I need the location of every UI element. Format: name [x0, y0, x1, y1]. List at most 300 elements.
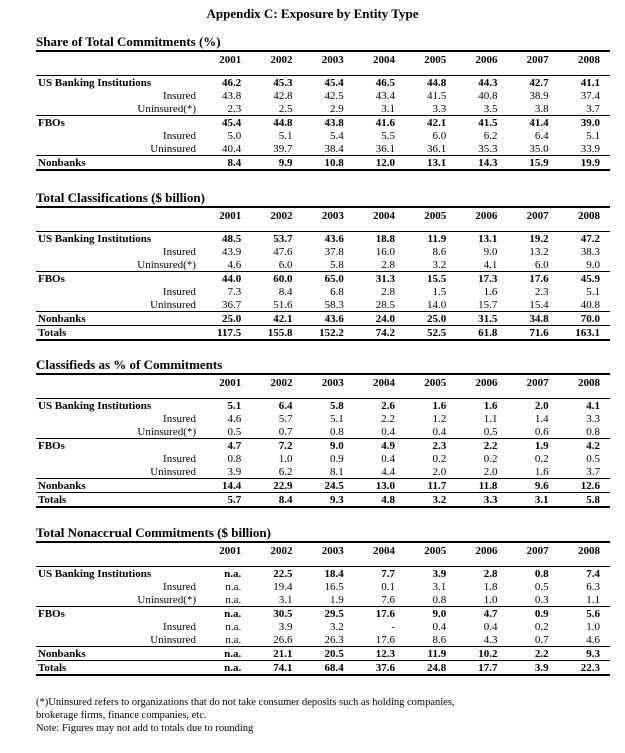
- cell-value: 44.8: [251, 116, 302, 130]
- table-row: [36, 633, 610, 647]
- spacer-cell: [456, 557, 507, 567]
- section-title: Total Classifications ($ billion): [36, 190, 205, 205]
- cell-value: 4.7: [456, 607, 507, 621]
- cell-value: -: [391, 620, 395, 633]
- cell-value: 17.3: [456, 272, 507, 286]
- cell-value: 19.9: [559, 156, 610, 171]
- table-row: [36, 580, 610, 593]
- header-label-cell: [36, 207, 200, 222]
- cell-value: 5.8: [303, 399, 354, 413]
- year-header: 2001: [200, 207, 251, 222]
- spacer-cell: [303, 222, 354, 232]
- spacer-cell: [251, 66, 302, 76]
- cell-value: 0.2: [432, 452, 447, 465]
- table-row: [36, 142, 610, 156]
- year-header: 2005: [405, 542, 456, 557]
- row-label: Uninsured(*): [137, 593, 197, 606]
- cell-value: 44.0: [200, 272, 251, 286]
- row-label: Insured: [163, 89, 197, 102]
- cell-value: 8.1: [329, 465, 344, 478]
- cell-value: 3.2: [432, 258, 447, 271]
- cell-value: 1.6: [534, 465, 549, 478]
- cell-value: 4.7: [200, 439, 251, 453]
- spacer-cell: [405, 66, 456, 76]
- spacer-cell: [559, 389, 610, 399]
- year-header: 2008: [559, 51, 610, 66]
- row-label: Nonbanks: [36, 156, 200, 171]
- cell-value: 2.3: [534, 285, 549, 298]
- cell-value: 17.7: [456, 661, 507, 676]
- cell-value: 31.5: [456, 312, 507, 326]
- cell-value: 6.2: [483, 129, 498, 142]
- cell-value: 31.3: [354, 272, 405, 286]
- cell-value: 17.6: [375, 633, 395, 646]
- cell-value: 5.8: [330, 258, 344, 271]
- row-label: Uninsured(*): [137, 425, 197, 438]
- spacer-row: [36, 222, 610, 232]
- row-label: Uninsured: [150, 298, 196, 311]
- cell-value: 68.4: [303, 661, 354, 676]
- spacer-cell: [303, 557, 354, 567]
- cell-value: 3.7: [586, 102, 600, 115]
- cell-value: 3.1: [278, 593, 293, 606]
- table-row: [36, 439, 610, 453]
- cell-value: 7.4: [559, 567, 610, 581]
- row-label: Nonbanks: [36, 647, 200, 661]
- cell-value: 37.8: [324, 245, 344, 258]
- spacer-cell: [456, 222, 507, 232]
- data-table: [36, 541, 610, 676]
- cell-value: 47.2: [559, 232, 610, 246]
- cell-value: 52.5: [405, 326, 456, 341]
- cell-value: 0.4: [432, 425, 447, 438]
- cell-value: 2.3: [227, 102, 242, 115]
- cell-value: 0.4: [432, 620, 447, 633]
- cell-value: 45.3: [251, 76, 302, 90]
- cell-value: 74.1: [251, 661, 302, 676]
- cell-value: n.a.: [225, 620, 242, 633]
- cell-value: 10.8: [303, 156, 354, 171]
- year-header: 2006: [456, 542, 507, 557]
- table-row: [36, 156, 610, 171]
- section-title: Total Nonaccrual Commitments ($ billion): [36, 525, 271, 540]
- cell-value: 0.8: [586, 425, 600, 438]
- cell-value: 0.5: [483, 425, 498, 438]
- cell-value: 163.1: [559, 326, 610, 341]
- spacer-cell: [405, 557, 456, 567]
- cell-value: 12.3: [354, 647, 405, 661]
- cell-value: 3.9: [227, 465, 242, 478]
- cell-value: 3.3: [456, 493, 507, 508]
- cell-value: 43.6: [303, 312, 354, 326]
- cell-value: 42.1: [251, 312, 302, 326]
- cell-value: 0.2: [534, 620, 549, 633]
- table-row: [36, 102, 610, 116]
- cell-value: 43.9: [221, 245, 242, 258]
- cell-value: 5.4: [329, 129, 344, 142]
- cell-value: 38.4: [324, 142, 344, 155]
- cell-value: 11.7: [405, 479, 456, 493]
- cell-value: 12.6: [559, 479, 610, 493]
- cell-value: 4.6: [227, 412, 242, 425]
- cell-value: 12.0: [354, 156, 405, 171]
- cell-value: 4.1: [483, 258, 498, 271]
- table-row: [36, 399, 610, 413]
- cell-value: 0.4: [381, 452, 395, 465]
- year-header: 2002: [251, 374, 302, 389]
- year-header: 2006: [456, 207, 507, 222]
- spacer-cell: [507, 222, 558, 232]
- cell-value: n.a.: [200, 647, 251, 661]
- year-header: 2008: [559, 207, 610, 222]
- cell-value: 5.1: [586, 129, 600, 142]
- row-label: Insured: [163, 412, 197, 425]
- cell-value: 14.3: [456, 156, 507, 171]
- row-label: Insured: [163, 580, 197, 593]
- spacer-cell: [354, 389, 405, 399]
- cell-value: 3.2: [329, 620, 344, 633]
- table-row: [36, 647, 610, 661]
- cell-value: 45.4: [303, 76, 354, 90]
- year-header: 2007: [507, 542, 558, 557]
- spacer-cell: [354, 222, 405, 232]
- cell-value: 9.9: [251, 156, 302, 171]
- cell-value: 3.1: [507, 493, 558, 508]
- cell-value: 61.8: [456, 326, 507, 341]
- spacer-cell: [36, 222, 200, 232]
- table-row: [36, 76, 610, 90]
- year-header: 2001: [200, 374, 251, 389]
- row-label: US Banking Institutions: [36, 232, 200, 246]
- cell-value: 40.8: [580, 298, 600, 311]
- spacer-cell: [200, 66, 251, 76]
- cell-value: 24.0: [354, 312, 405, 326]
- spacer-cell: [456, 389, 507, 399]
- cell-value: 0.5: [586, 452, 600, 465]
- cell-value: 15.7: [478, 298, 498, 311]
- row-label: Totals: [36, 493, 200, 508]
- cell-value: 3.3: [586, 412, 600, 425]
- cell-value: 2.8: [456, 567, 507, 581]
- year-header: 2005: [405, 374, 456, 389]
- table-row: [36, 661, 610, 676]
- cell-value: 1.0: [483, 593, 498, 606]
- year-header: 2005: [405, 207, 456, 222]
- row-label: Uninsured: [150, 465, 197, 478]
- cell-value: 6.3: [586, 580, 600, 593]
- cell-value: 6.4: [251, 399, 302, 413]
- cell-value: 29.5: [303, 607, 354, 621]
- cell-value: 40.4: [222, 142, 242, 155]
- footnote-line: brokerage firms, finance companies, etc.: [36, 710, 207, 721]
- year-header: 2002: [251, 542, 302, 557]
- cell-value: 13.1: [456, 232, 507, 246]
- cell-value: 0.6: [534, 425, 549, 438]
- row-label: Insured: [163, 129, 197, 142]
- year-header: 2003: [303, 542, 354, 557]
- year-header: 2007: [507, 374, 558, 389]
- year-header-row: [36, 51, 610, 66]
- cell-value: 1.0: [278, 452, 293, 465]
- cell-value: 5.1: [278, 129, 293, 142]
- cell-value: 46.2: [200, 76, 251, 90]
- cell-value: 42.8: [273, 89, 293, 102]
- table-row: [36, 116, 610, 130]
- cell-value: 0.9: [507, 607, 558, 621]
- page-title: Appendix C: Exposure by Entity Type: [206, 6, 419, 21]
- cell-value: 41.6: [354, 116, 405, 130]
- cell-value: 18.4: [303, 567, 354, 581]
- cell-value: 9.0: [586, 258, 600, 271]
- cell-value: 47.6: [273, 245, 293, 258]
- row-label: Totals: [36, 661, 200, 676]
- cell-value: 26.3: [324, 633, 344, 646]
- row-label: Nonbanks: [36, 312, 200, 326]
- cell-value: 3.1: [432, 580, 447, 593]
- cell-value: 2.0: [507, 399, 558, 413]
- cell-value: 2.2: [507, 647, 558, 661]
- cell-value: 0.7: [534, 633, 549, 646]
- year-header: 2006: [456, 51, 507, 66]
- cell-value: 9.6: [507, 479, 558, 493]
- year-header-row: [36, 374, 610, 389]
- cell-value: 11.9: [405, 232, 456, 246]
- cell-value: 3.3: [432, 102, 447, 115]
- cell-value: 3.5: [483, 102, 498, 115]
- cell-value: 8.6: [432, 633, 447, 646]
- cell-value: 3.7: [586, 465, 600, 478]
- cell-value: 28.5: [375, 298, 396, 311]
- cell-value: 15.4: [529, 298, 549, 311]
- spacer-cell: [559, 66, 610, 76]
- cell-value: 3.8: [534, 102, 549, 115]
- cell-value: 11.8: [456, 479, 507, 493]
- data-table: [36, 50, 610, 171]
- row-label: US Banking Institutions: [36, 567, 200, 581]
- spacer-cell: [456, 66, 507, 76]
- cell-value: 24.5: [303, 479, 354, 493]
- cell-value: 35.0: [529, 142, 549, 155]
- table-row: [36, 593, 610, 607]
- cell-value: 8.4: [200, 156, 251, 171]
- cell-value: 2.2: [456, 439, 507, 453]
- cell-value: 36.1: [375, 142, 395, 155]
- cell-value: 2.8: [381, 258, 396, 271]
- cell-value: 1.9: [507, 439, 558, 453]
- cell-value: 1.6: [483, 285, 498, 298]
- cell-value: 9.0: [405, 607, 456, 621]
- spacer-cell: [507, 66, 558, 76]
- cell-value: n.a.: [225, 633, 242, 646]
- cell-value: 33.9: [580, 142, 600, 155]
- table-row: [36, 452, 610, 465]
- cell-value: 4.6: [586, 633, 600, 646]
- cell-value: 8.6: [432, 245, 447, 258]
- cell-value: 18.8: [354, 232, 405, 246]
- table-row: [36, 272, 610, 286]
- table-row: [36, 479, 610, 493]
- cell-value: 8.4: [278, 285, 293, 298]
- cell-value: 4.6: [227, 258, 242, 271]
- table-row: [36, 465, 610, 479]
- cell-value: 71.6: [507, 326, 558, 341]
- cell-value: 41.5: [426, 89, 447, 102]
- cell-value: 22.9: [251, 479, 302, 493]
- section-title: Classifieds as % of Commitments: [36, 357, 223, 372]
- spacer-cell: [354, 557, 405, 567]
- cell-value: 152.2: [303, 326, 354, 341]
- cell-value: 0.8: [507, 567, 558, 581]
- cell-value: 2.2: [381, 412, 395, 425]
- cell-value: 5.1: [200, 399, 251, 413]
- cell-value: 42.7: [507, 76, 558, 90]
- table-row: [36, 232, 610, 246]
- table-row: [36, 129, 610, 142]
- cell-value: 36.1: [426, 142, 447, 155]
- cell-value: 0.2: [534, 452, 549, 465]
- spacer-cell: [559, 557, 610, 567]
- spacer-cell: [405, 389, 456, 399]
- cell-value: 4.9: [354, 439, 405, 453]
- year-header-row: [36, 542, 610, 557]
- cell-value: n.a.: [225, 580, 242, 593]
- cell-value: 6.0: [278, 258, 293, 271]
- row-label: FBOs: [36, 272, 200, 286]
- spacer-cell: [559, 222, 610, 232]
- cell-value: 4.4: [381, 465, 395, 478]
- cell-value: 6.8: [330, 285, 344, 298]
- row-label: Uninsured: [150, 142, 197, 155]
- table-row: [36, 567, 610, 581]
- year-header: 2003: [303, 207, 354, 222]
- footnote-line: (*)Uninsured refers to organizations that do not take consumer deposits such as holding companies,: [36, 697, 455, 708]
- cell-value: 38.3: [580, 245, 600, 258]
- cell-value: 20.5: [303, 647, 354, 661]
- cell-value: 1.6: [456, 399, 507, 413]
- table-row: [36, 412, 610, 425]
- cell-value: 42.1: [405, 116, 456, 130]
- cell-value: 16.0: [375, 245, 396, 258]
- cell-value: 10.2: [456, 647, 507, 661]
- table-row: [36, 89, 610, 102]
- cell-value: 0.4: [381, 425, 395, 438]
- cell-value: 45.9: [559, 272, 610, 286]
- spacer-cell: [303, 389, 354, 399]
- cell-value: n.a.: [200, 567, 251, 581]
- cell-value: 4.8: [354, 493, 405, 508]
- cell-value: 0.8: [329, 425, 344, 438]
- cell-value: 70.0: [559, 312, 610, 326]
- spacer-cell: [405, 222, 456, 232]
- cell-value: 17.6: [507, 272, 558, 286]
- row-label: Insured: [162, 245, 196, 258]
- cell-value: 5.1: [586, 285, 600, 298]
- cell-value: 51.6: [273, 298, 293, 311]
- cell-value: 1.5: [432, 285, 447, 298]
- cell-value: 9.0: [483, 245, 498, 258]
- year-header: 2004: [354, 51, 405, 66]
- header-label-cell: [36, 542, 200, 557]
- cell-value: 2.0: [432, 465, 447, 478]
- cell-value: 1.1: [483, 412, 498, 425]
- cell-value: 0.4: [483, 620, 498, 633]
- cell-value: 11.9: [405, 647, 456, 661]
- table-row: [36, 493, 610, 508]
- cell-value: 21.1: [251, 647, 302, 661]
- year-header: 2004: [354, 542, 405, 557]
- cell-value: 5.7: [200, 493, 251, 508]
- spacer-cell: [36, 66, 200, 76]
- cell-value: 43.4: [375, 89, 395, 102]
- cell-value: 6.2: [278, 465, 293, 478]
- spacer-cell: [200, 557, 251, 567]
- row-label: Nonbanks: [36, 479, 200, 493]
- cell-value: 5.0: [227, 129, 242, 142]
- cell-value: 9.3: [559, 647, 610, 661]
- row-label: FBOs: [36, 607, 200, 621]
- cell-value: 6.4: [534, 129, 549, 142]
- year-header: 2007: [507, 207, 558, 222]
- table-row: [36, 312, 610, 326]
- cell-value: 3.9: [278, 620, 293, 633]
- cell-value: 9.0: [303, 439, 354, 453]
- cell-value: 35.3: [478, 142, 498, 155]
- row-label: Uninsured(*): [137, 258, 196, 271]
- cell-value: 30.5: [251, 607, 302, 621]
- cell-value: 44.8: [405, 76, 456, 90]
- cell-value: 0.5: [534, 580, 549, 593]
- cell-value: 5.1: [329, 412, 344, 425]
- cell-value: 117.5: [200, 326, 251, 341]
- cell-value: 48.5: [200, 232, 251, 246]
- cell-value: 4.2: [559, 439, 610, 453]
- cell-value: 74.2: [354, 326, 405, 341]
- data-table: [36, 373, 610, 508]
- cell-value: 13.1: [405, 156, 456, 171]
- spacer-row: [36, 66, 610, 76]
- cell-value: 17.6: [354, 607, 405, 621]
- row-label: FBOs: [36, 116, 200, 130]
- cell-value: n.a.: [225, 593, 242, 606]
- cell-value: 58.3: [324, 298, 344, 311]
- cell-value: 6.0: [432, 129, 447, 142]
- cell-value: 36.7: [221, 298, 242, 311]
- cell-value: 60.0: [251, 272, 302, 286]
- row-label: Insured: [162, 285, 196, 298]
- cell-value: 8.4: [251, 493, 302, 508]
- cell-value: 13.0: [354, 479, 405, 493]
- year-header: 2003: [303, 374, 354, 389]
- cell-value: 6.0: [534, 258, 549, 271]
- year-header: 2001: [200, 51, 251, 66]
- cell-value: 155.8: [251, 326, 302, 341]
- cell-value: 3.2: [405, 493, 456, 508]
- cell-value: n.a.: [200, 661, 251, 676]
- cell-value: 9.3: [303, 493, 354, 508]
- cell-value: n.a.: [200, 607, 251, 621]
- spacer-cell: [354, 66, 405, 76]
- cell-value: 24.8: [405, 661, 456, 676]
- cell-value: 7.3: [227, 285, 242, 298]
- spacer-cell: [507, 557, 558, 567]
- cell-value: 65.0: [303, 272, 354, 286]
- cell-value: 0.5: [227, 425, 242, 438]
- cell-value: 7.7: [354, 567, 405, 581]
- spacer-cell: [251, 557, 302, 567]
- cell-value: 2.5: [278, 102, 293, 115]
- cell-value: 1.9: [329, 593, 344, 606]
- row-label: Totals: [36, 326, 200, 341]
